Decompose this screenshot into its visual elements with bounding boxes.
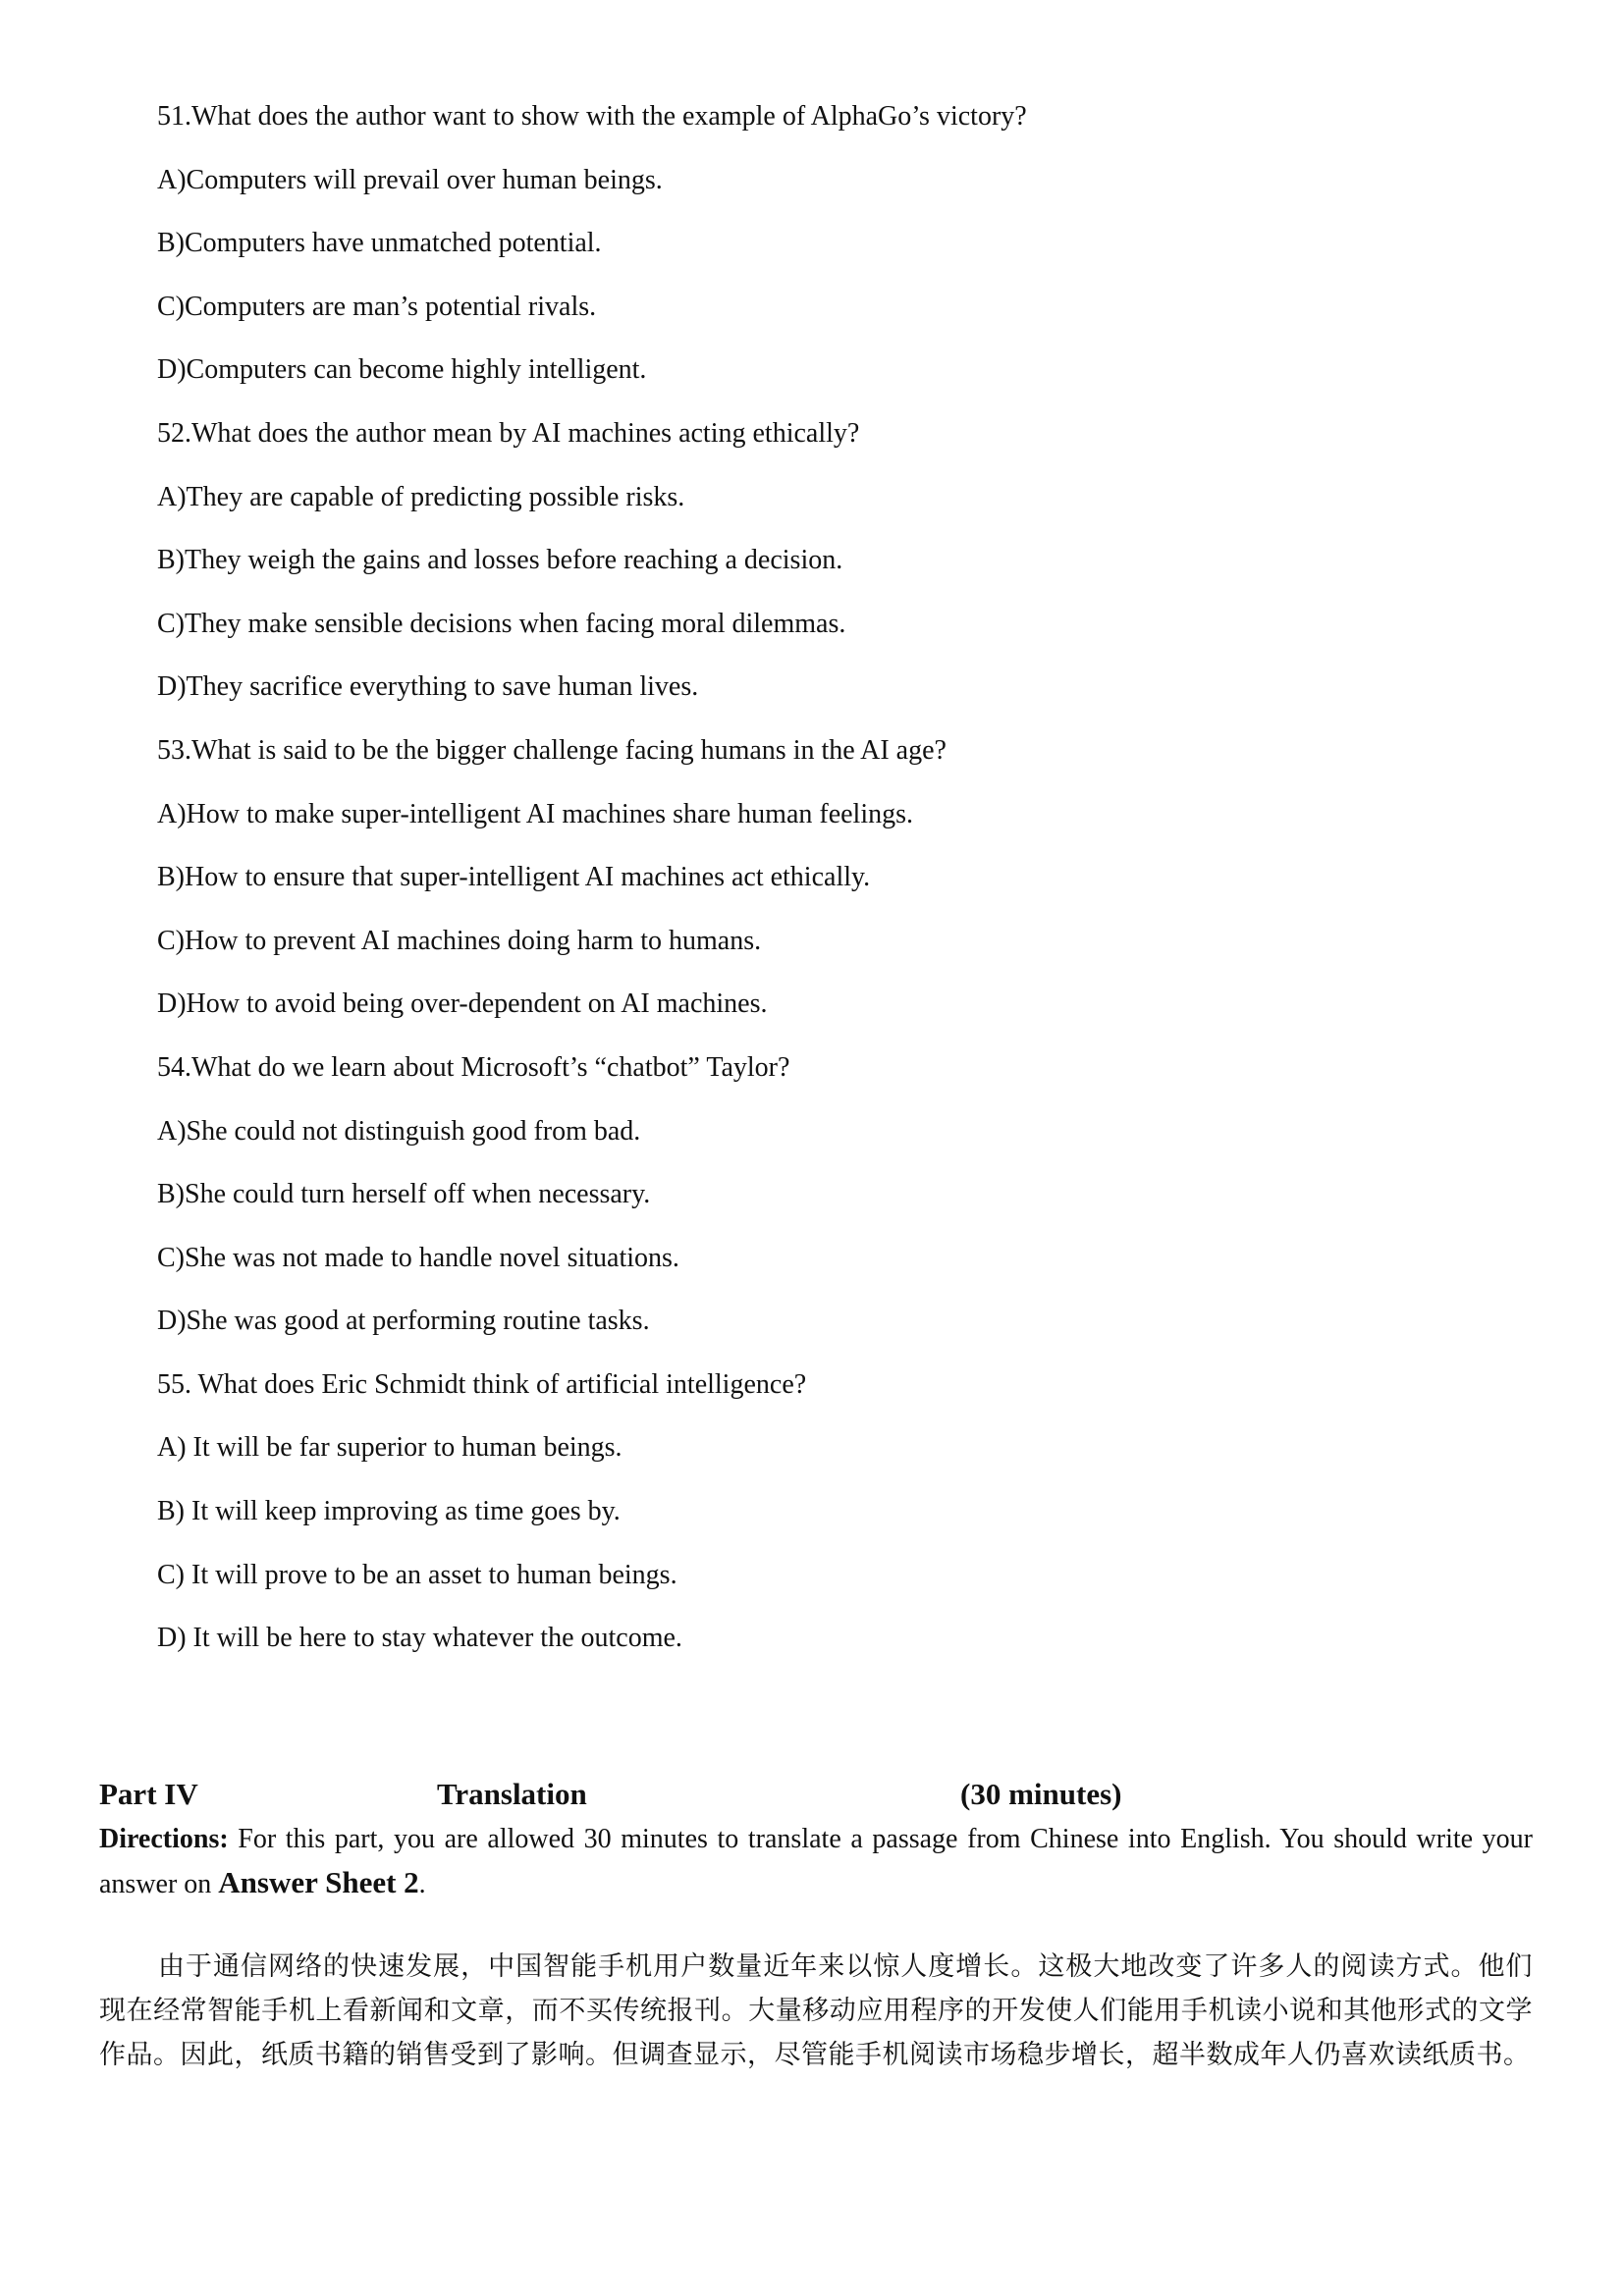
- option-51-c: C)Computers are man’s potential rivals.: [157, 291, 597, 322]
- option-51-b: B)Computers have unmatched potential.: [157, 228, 602, 259]
- directions-label: Directions:: [99, 1824, 229, 1854]
- option-52-b: B)They weigh the gains and losses before reaching a decision.: [157, 545, 843, 576]
- answer-sheet-ref: Answer Sheet 2: [218, 1865, 419, 1899]
- option-54-b: B)She could turn herself off when necessary.: [157, 1179, 651, 1210]
- directions-text: For this part, you are allowed 30 minutes to translate a passage from Chinese into English. You should write your answer on: [99, 1824, 1533, 1899]
- part-label: Part IV: [99, 1777, 198, 1811]
- part-time: (30 minutes): [960, 1777, 1122, 1811]
- option-54-d: D)She was good at performing routine tasks.: [157, 1306, 650, 1337]
- option-51-a: A)Computers will prevail over human beings.: [157, 164, 663, 195]
- question-stem-52: 52.What does the author mean by AI machines acting ethically?: [157, 417, 860, 449]
- option-53-c: C)How to prevent AI machines doing harm to humans.: [157, 925, 762, 956]
- question-stem-53: 53.What is said to be the bigger challenge facing humans in the AI age?: [157, 734, 947, 766]
- reading-questions: [157, 102, 1512, 1687]
- question-stem-55: 55. What does Eric Schmidt think of artificial intelligence?: [157, 1368, 807, 1400]
- option-55-d: D) It will be here to stay whatever the outcome.: [157, 1623, 682, 1654]
- option-53-a: A)How to make super-intelligent AI machines share human feelings.: [157, 798, 913, 829]
- option-51-d: D)Computers can become highly intelligent.: [157, 354, 647, 386]
- option-55-c: C) It will prove to be an asset to human beings.: [157, 1559, 677, 1590]
- option-54-c: C)She was not made to handle novel situations.: [157, 1242, 679, 1273]
- option-55-b: B) It will keep improving as time goes by.: [157, 1496, 621, 1527]
- option-52-d: D)They sacrifice everything to save human lives.: [157, 671, 699, 703]
- option-52-c: C)They make sensible decisions when facing moral dilemmas.: [157, 608, 846, 639]
- option-53-b: B)How to ensure that super-intelligent AI machines act ethically.: [157, 862, 871, 893]
- option-54-a: A)She could not distinguish good from bad.: [157, 1115, 641, 1147]
- question-stem-54: 54.What do we learn about Microsoft’s “chatbot” Taylor?: [157, 1051, 790, 1083]
- part-title: Translation: [437, 1777, 587, 1811]
- translation-passage: 由于通信网络的快速发展，中国智能手机用户数量近年来以惊人度增长。这极大地改变了许多人的阅读方式。他们现在经常智能手机上看新闻和文章，而不买传统报刊。大量移动应用程序的开发使人们能用手机读小说和其他形式的文学作品。因此，纸质书籍的销售受到了影响。但调查显示，尽管能手机阅读市场稳步增长，超半数成年人仍喜欢读纸质书。: [99, 1951, 1533, 2070]
- option-53-d: D)How to avoid being over-dependent on AI machines.: [157, 988, 768, 1020]
- option-55-a: A) It will be far superior to human beings.: [157, 1432, 623, 1464]
- option-52-a: A)They are capable of predicting possible risks.: [157, 481, 685, 512]
- part-heading: [99, 1777, 1533, 1812]
- directions: [99, 1818, 1533, 1906]
- directions-end: .: [418, 1869, 426, 1899]
- question-stem-51: 51.What does the author want to show with the example of AlphaGo’s victory?: [157, 101, 1027, 132]
